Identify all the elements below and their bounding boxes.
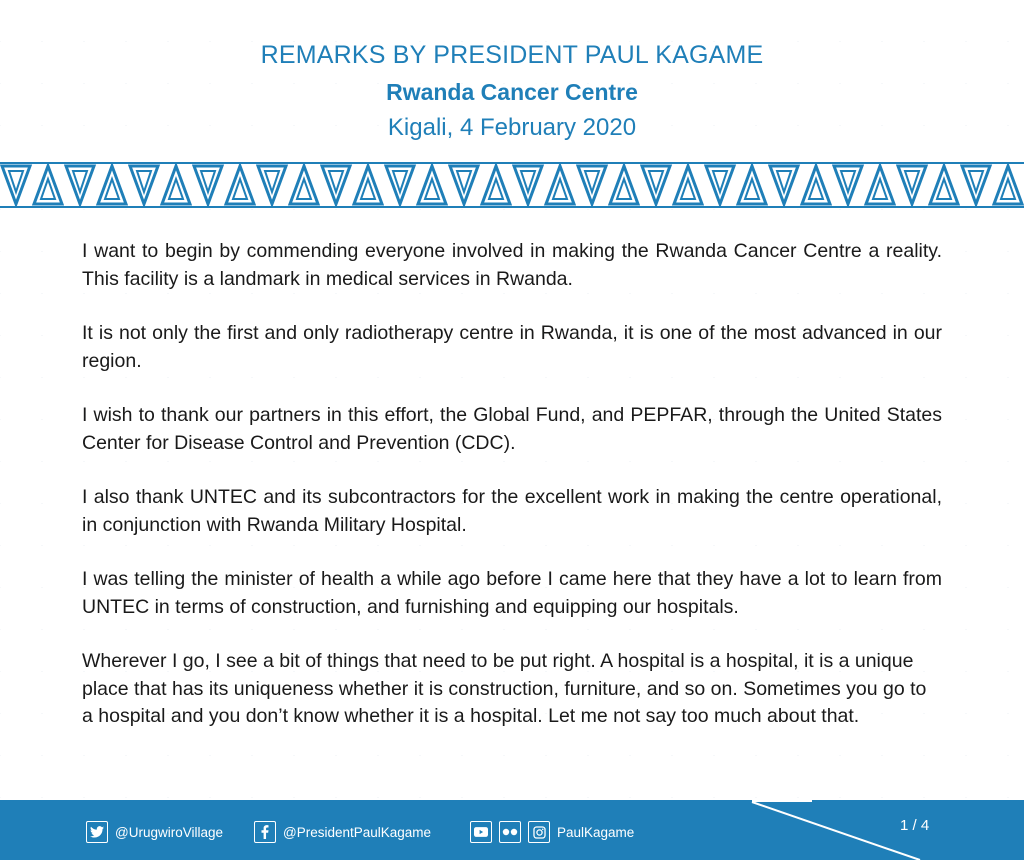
speech-body xyxy=(82,238,942,758)
instagram-icon xyxy=(528,821,550,843)
paragraph: I wish to thank our partners in this effort, the Global Fund, and PEPFAR, through the United States Center for Disease Control and Prevention (CDC). xyxy=(82,404,942,454)
facebook-icon xyxy=(254,821,276,843)
footer-bar xyxy=(0,800,1024,860)
flickr-icon xyxy=(499,821,521,843)
twitter-handle: @UrugwiroVillage xyxy=(115,824,223,840)
page-indicator: 1 / 4 xyxy=(900,817,930,834)
paragraph: I also thank UNTEC and its subcontractors for the excellent work in making the centre operational, in conjunction with Rwanda Military Hospital. xyxy=(82,486,942,536)
facebook-link[interactable] xyxy=(254,820,431,844)
document-subtitle: Rwanda Cancer Centre xyxy=(386,79,638,105)
document-header xyxy=(0,0,1024,160)
document-title: REMARKS BY PRESIDENT PAUL KAGAME xyxy=(260,41,764,69)
twitter-icon xyxy=(86,821,108,843)
twitter-link[interactable] xyxy=(86,820,223,844)
document-dateline: Kigali, 4 February 2020 xyxy=(387,114,637,141)
paragraph: I was telling the minister of health a while ago before I came here that they have a lot to learn from UNTEC in terms of construction, and furnishing and equipping our hospitals. xyxy=(82,568,942,618)
paragraph: I want to begin by commending everyone involved in making the Rwanda Cancer Centre a reality. This facility is a landmark in medical services in Rwanda. xyxy=(82,240,942,290)
paragraph: Wherever I go, I see a bit of things that need to be put right. A hospital is a hospital, it is a unique place that has its uniqueness whether it is construction, furniture, and so on. Sometimes you go to a hospital and you don’t know whether it is a hospital. Let me not say too much about that. xyxy=(82,650,927,727)
facebook-handle: @PresidentPaulKagame xyxy=(283,824,432,840)
paragraph: It is not only the first and only radiotherapy centre in Rwanda, it is one of the most advanced in our region. xyxy=(82,322,942,372)
media-handle: PaulKagame xyxy=(557,824,635,840)
decorative-band xyxy=(0,162,1024,208)
youtube-icon xyxy=(470,821,492,843)
media-links[interactable] xyxy=(470,820,634,844)
